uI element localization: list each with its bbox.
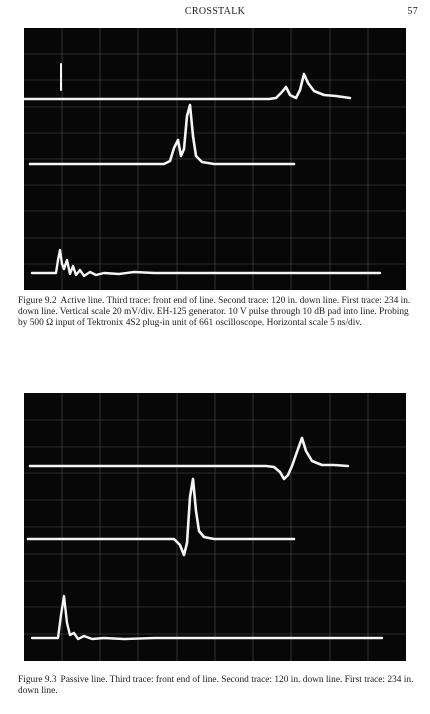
oscillogram-figure-9-2 xyxy=(24,28,406,290)
third-trace xyxy=(32,596,382,639)
oscillogram-plot xyxy=(24,28,406,290)
first-trace xyxy=(24,74,350,99)
oscillogram-plot xyxy=(24,393,406,661)
second-trace xyxy=(30,105,294,164)
figure-label: Figure 9.3 xyxy=(18,675,57,685)
oscillogram-figure-9-3 xyxy=(24,393,406,661)
figure-caption-text: Passive line. Third trace: front end of line. Second trace: 120 in. down line. First trace: 234 in. down line. xyxy=(18,675,414,696)
figure-label: Figure 9.2 xyxy=(18,296,57,306)
second-trace xyxy=(28,479,294,555)
running-title: CROSSTALK xyxy=(184,6,246,17)
page-header xyxy=(0,6,430,20)
page-number: 57 xyxy=(407,6,418,17)
graticule-grid xyxy=(24,28,406,290)
caption-figure-9-3 xyxy=(18,675,416,697)
figure-caption-text: Active line. Third trace: front end of line. Second trace: 120 in. down line. First trace: 234 in. down line. Vertical scale 20 mV/div. EH-125 generator. 10 V pulse through 10 dB pad into line. Probing by 500 Ω input of Tektronix 4S2 plug-in unit of 661 oscilloscope. Horizontal scale 5 ns/div. xyxy=(18,296,411,328)
third-trace xyxy=(32,250,380,276)
caption-figure-9-2 xyxy=(18,296,416,329)
graticule-grid xyxy=(24,393,406,661)
